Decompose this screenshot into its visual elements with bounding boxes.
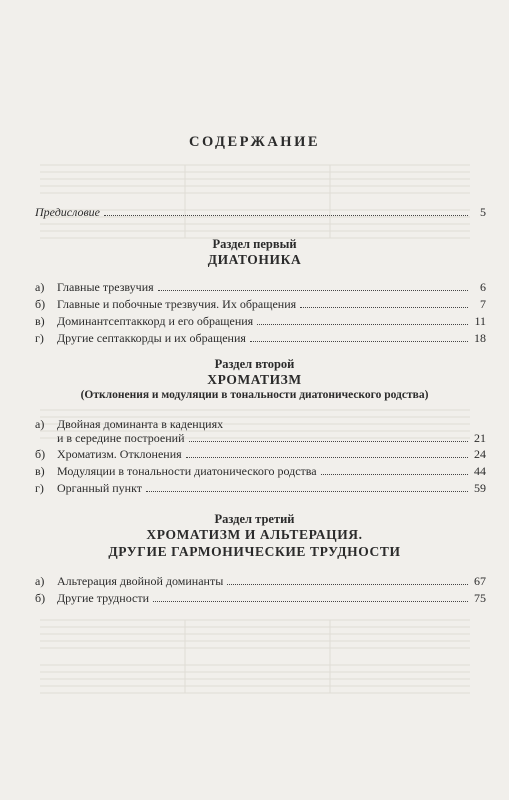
toc-entry-letter: а)	[35, 280, 45, 294]
toc-page-number: 67	[474, 574, 486, 588]
toc-entry-letter: а)	[35, 574, 45, 588]
dot-leader	[227, 583, 468, 585]
toc-entry[interactable]	[35, 417, 486, 431]
toc-entry-letter: б)	[35, 297, 46, 311]
section-heading: ХРОМАТИЗМ И АЛЬТЕРАЦИЯ.	[146, 527, 363, 542]
toc-entry[interactable]	[35, 574, 486, 588]
section-subtitle: Раздел первый	[212, 237, 297, 251]
toc-entry-label: Доминантсептаккорд и его обращения	[57, 314, 254, 328]
toc-entry-label: Другие трудности	[57, 591, 149, 605]
section-subtitle: Раздел второй	[214, 357, 295, 371]
toc-entry[interactable]	[35, 297, 486, 311]
toc-entry-continuation[interactable]	[57, 431, 486, 445]
toc-page-number: 7	[480, 297, 486, 311]
section-heading: ДРУГИЕ ГАРМОНИЧЕСКИЕ ТРУДНОСТИ	[108, 544, 401, 559]
toc-entry-letter: в)	[35, 464, 45, 478]
toc-page-number: 5	[480, 205, 486, 219]
toc-page-number: 18	[474, 331, 486, 345]
toc-page-number: 44	[474, 464, 486, 478]
dot-leader	[250, 340, 468, 342]
page-title: СОДЕРЖАНИЕ	[188, 134, 321, 150]
toc-page-number: 21	[474, 431, 486, 445]
dot-leader	[146, 490, 468, 492]
toc-entry-letter: в)	[35, 314, 45, 328]
dot-leader	[158, 289, 468, 291]
toc-entry-letter: б)	[35, 591, 46, 605]
section-subtitle: Раздел третий	[214, 512, 295, 526]
toc-entry-label: Главные трезвучия	[57, 280, 154, 294]
toc-entry-letter: а)	[35, 417, 45, 431]
toc-entry-letter: б)	[35, 447, 46, 461]
toc-entry-label: и в середине построений	[57, 431, 185, 445]
toc-page-number: 11	[474, 314, 486, 328]
dot-leader	[186, 456, 468, 458]
toc-entry-label: Хроматизм. Отклонения	[57, 447, 182, 461]
toc-page-number: 75	[474, 591, 486, 605]
dot-leader	[321, 473, 468, 475]
toc-entry-label: Другие септаккорды и их обращения	[57, 331, 246, 345]
section-note: (Отклонения и модуляции в тональности диатонического родства)	[80, 389, 429, 401]
toc-entry-letter: г)	[35, 481, 44, 495]
toc-entry[interactable]	[35, 314, 486, 328]
toc-entry[interactable]	[35, 331, 486, 345]
toc-entry[interactable]	[35, 447, 486, 461]
toc-entry-label: Предисловие	[35, 205, 101, 219]
toc-entry[interactable]	[35, 464, 486, 478]
toc-entry-label: Модуляции в тональности диатонического родства	[57, 464, 317, 478]
section-heading: ХРОМАТИЗМ	[207, 372, 302, 387]
toc-entry[interactable]	[35, 481, 486, 495]
toc-entry[interactable]	[35, 591, 486, 605]
dot-leader	[257, 323, 468, 325]
toc-entry-label: Двойная доминанта в каденциях	[57, 417, 224, 431]
toc-entry-label: Органный пункт	[57, 481, 143, 495]
dot-leader	[189, 440, 468, 442]
toc-entry[interactable]	[35, 280, 486, 294]
dot-leader	[104, 214, 468, 216]
toc-entry-label: Альтерация двойной доминанты	[57, 574, 224, 588]
toc-entry-letter: г)	[35, 331, 44, 345]
dot-leader	[153, 600, 468, 602]
toc-page-number: 24	[474, 447, 486, 461]
section-heading: ДИАТОНИКА	[207, 252, 302, 267]
dot-leader	[300, 306, 468, 308]
toc-entry-preface[interactable]	[35, 205, 486, 219]
toc-page-number: 59	[474, 481, 486, 495]
toc-entry-label: Главные и побочные трезвучия. Их обращения	[57, 297, 297, 311]
toc-page-number: 6	[480, 280, 486, 294]
